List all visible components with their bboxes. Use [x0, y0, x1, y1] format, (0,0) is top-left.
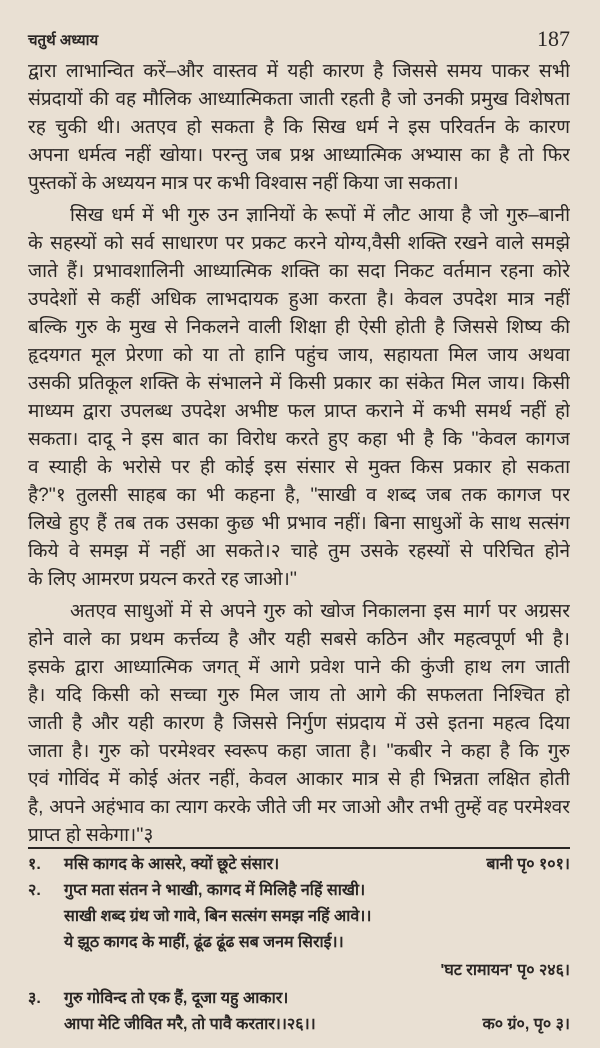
footnote-divider [28, 847, 570, 849]
footnote-2-cont [28, 904, 570, 930]
footnote-1 [28, 852, 570, 878]
text-line: सकता। दादू ने इस बात का विरोध करते हुए कहा भी है कि ''केवल कागज [28, 429, 570, 450]
chapter-title: चतुर्थ अध्याय [28, 32, 99, 49]
text-line: है। यदि किसी को सच्चा गुरु मिल जाय तो आगे की सफलता निश्चित हो [28, 685, 570, 706]
footnote-line: साखी शब्द ग्रंथ जो गावे, बिन सत्संग समझ नहिं आवे।। [64, 908, 372, 925]
footnote-2-cont [28, 930, 570, 956]
text-line: इसके द्वारा आध्यात्मिक जगत् में आगे प्रवेश पाने की कुंजी हाथ लग जाती [28, 657, 570, 678]
text-line: अतएव साधुओं में से अपने गुरु को खोज निकालना इस मार्ग पर अग्रसर [70, 601, 570, 622]
text-line: एवं गोविंद में कोई अंतर नहीं, केवल आकार मात्र से ही भिन्नता लक्षित होती [28, 769, 570, 790]
footnote-source: क० ग्रं०, पृ० ३। [482, 1016, 570, 1033]
footnote-2-source-row [28, 956, 570, 986]
text-line: जाते हैं। प्रभावशालिनी आध्यात्मिक शक्ति का सदा निकट वर्तमान रहना कोरे [28, 261, 570, 282]
text-line: जाती है और यही कारण है जिससे निर्गुण संप्रदाय में उसे इतना महत्व दिया [28, 713, 570, 734]
text-line: लिखे हुए हैं तब तक उसका कुछ भी प्रभाव नहीं। बिना साधुओं के साथ सत्संग [28, 513, 570, 534]
footnote-line: मसि कागद के आसरे, क्यों छूटे संसार। [64, 856, 280, 873]
text-line: के सहस्यों को सर्व साधारण पर प्रकट करने योग्य,वैसी शक्ति रखने वाले समझे [28, 233, 570, 254]
footnote-2 [28, 878, 570, 904]
text-line: पुस्तकों के अध्ययन मात्र पर कभी विश्वास नहीं किया जा सकता। [28, 173, 459, 194]
footnote-number: ३. [28, 990, 41, 1007]
footnote-line: ये झूठ कागद के माहीं, ढूंढ ढूंढ सब जनम सिराई।। [64, 934, 344, 951]
text-line: माध्यम द्वारा उपलब्ध उपदेश अभीष्ट फल प्राप्त कराने में कभी समर्थ नहीं हो [28, 401, 570, 422]
footnote-line: गुरु गोविन्द तो एक हैं, दूजा यहु आकार। [64, 990, 289, 1007]
footnote-3-cont [28, 1012, 570, 1038]
paragraph [28, 58, 570, 198]
text-line: किये वे समझ में नहीं आ सकते।२ चाहे तुम उसके रहस्यों से परिचित होने [28, 541, 570, 562]
text-line: होने वाले का प्रथम कर्त्तव्य है और यही सबसे कठिन और महत्वपूर्ण भी है। [28, 629, 570, 650]
footnote-3 [28, 986, 570, 1012]
text-line: उपदेशों से कहीं अधिक लाभदायक हुआ करता है। केवल उपदेश मात्र नहीं [28, 289, 570, 310]
text-line: हृदयगत मूल प्रेरणा को या तो हानि पहुंच जाय, सहायता मिल जाय अथवा [28, 345, 570, 366]
text-line: संप्रदायों की वह मौलिक आध्यात्मिकता जाती रहती है जो उनकी प्रमुख विशेषता [28, 89, 570, 110]
page-number: 187 [537, 26, 570, 51]
running-header [28, 26, 570, 56]
text-line: उसकी प्रतिकूल शक्ति के संभालने में किसी प्रकार का संकेत मिल जाय। किसी [28, 373, 570, 394]
text-line: रह चुकी थी। अतएव हो सकता है कि सिख धर्म ने इस परिवर्तन के कारण [28, 117, 570, 138]
footnote-source: बानी पृ० १०१। [486, 856, 570, 873]
body-text [28, 58, 570, 850]
footnote-line: गुप्त मता संतन ने भाखी, कागद में मिलिहै नहिं साखी। [64, 882, 366, 899]
text-line: द्वारा लाभान्वित करें–और वास्तव में यही कारण है जिससे समय पाकर सभी [28, 61, 570, 82]
footnote-number: २. [28, 882, 41, 899]
text-line: है?''१ तुलसी साहब का भी कहना है, ''साखी व शब्द जब तक कागज पर [28, 485, 570, 506]
footnotes [28, 852, 570, 1038]
text-line: है, अपने अहंभाव का त्याग करके जीते जी मर जाओ और तभी तुम्हें वह परमेश्वर [28, 797, 570, 818]
footnote-line: आपा मेटि जीवित मरै, तो पावै करतार।।२६।। [64, 1016, 316, 1033]
text-line: प्राप्त हो सकेगा।''३ [28, 825, 154, 846]
text-line: अपना धर्मत्व नहीं खोया। परन्तु जब प्रश्न आध्यात्मिक अभ्यास का है तो फिर [28, 145, 570, 166]
footnote-number: १. [28, 856, 41, 873]
paragraph [28, 598, 570, 850]
text-line: के लिए आमरण प्रयत्न करते रह जाओ।'' [28, 569, 298, 590]
paragraph [28, 202, 570, 594]
text-line: बल्कि गुरु के मुख से निकलने वाली शिक्षा ही ऐसी होती है जिससे शिष्य की [28, 317, 570, 338]
text-line: सिख धर्म में भी गुरु उन ज्ञानियों के रूपों में लौट आया है जो गुरु–बानी [70, 205, 570, 226]
text-line: जाता है। गुरु को परमेश्वर स्वरूप कहा जाता है। ''कबीर ने कहा है कि गुरु [28, 741, 570, 762]
footnote-source: 'घट रामायन' पृ० २४६। [440, 962, 570, 979]
text-line: व स्याही के भरोसे पर ही कोई इस संसार से मुक्त किस प्रकार हो सकता [28, 457, 570, 478]
